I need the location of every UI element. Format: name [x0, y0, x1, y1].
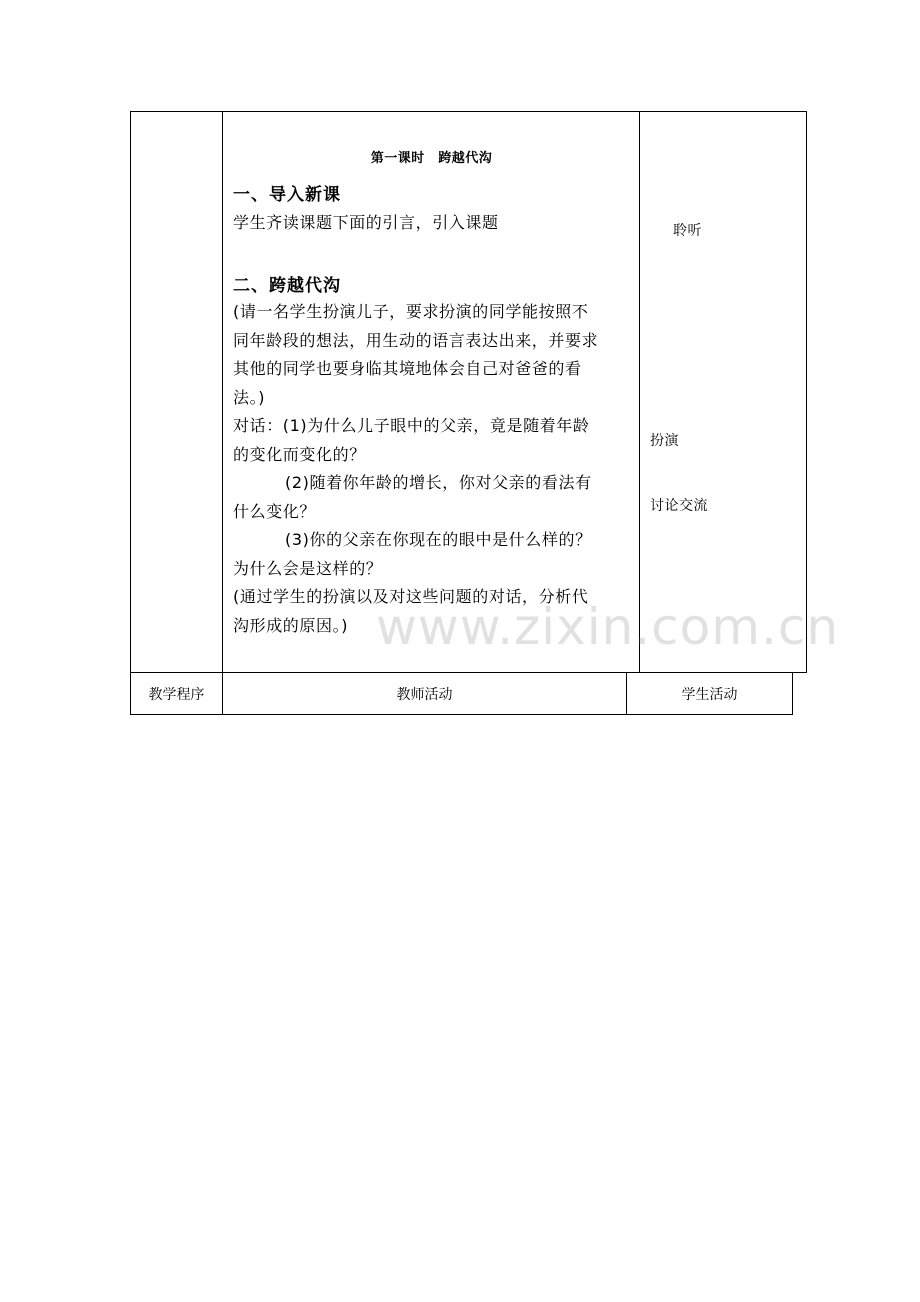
text-line: 沟形成的原因。)	[233, 615, 349, 635]
activity-roleplay: 扮演	[650, 433, 679, 449]
text-line: (2)随着你年龄的增长，你对父亲的看法有	[285, 473, 592, 492]
watermark: www.zixin.com.cn	[376, 598, 840, 656]
table-header-row	[130, 673, 793, 715]
text-line: 什么变化？	[233, 501, 317, 521]
intro-line: 学生齐读课题下面的引言，引入课题	[233, 213, 499, 232]
lesson-table	[130, 111, 807, 673]
text-line: (请一名学生扮演儿子，要求扮演的同学能按照不	[233, 302, 589, 321]
roleplay-text	[233, 298, 631, 640]
header-student-activity: 学生活动	[681, 686, 738, 703]
section-heading-intro: 一、导入新课	[233, 185, 341, 205]
header-teacher-activity: 教师活动	[223, 673, 627, 714]
intro-text	[233, 209, 631, 238]
text-line: 对话：(1)为什么儿子眼中的父亲，竟是随着年龄	[233, 416, 590, 435]
text-line: (3)你的父亲在你现在的眼中是什么样的？	[285, 530, 592, 549]
activity-listen: 聆听	[673, 223, 702, 239]
teacher-activity-column	[223, 112, 640, 672]
text-line: 其他的同学也要身临其境地体会自己对爸爸的看	[233, 359, 582, 378]
text-line: 法。)	[233, 387, 266, 407]
text-line: 为什么会是这样的？	[233, 558, 383, 578]
header-procedure: 教学程序	[131, 673, 223, 714]
section-heading-gap: 二、跨越代沟	[233, 276, 341, 296]
student-activity-column	[640, 112, 806, 672]
activity-discuss: 讨论交流	[650, 498, 708, 514]
text-line: (通过学生的扮演以及对这些问题的对话，分析代	[233, 587, 589, 606]
text-line: 的变化而变化的？	[233, 444, 366, 464]
text-line: 同年龄段的想法，用生动的语言表达出来，并要求	[233, 330, 599, 350]
procedure-column	[131, 112, 223, 672]
lesson-title: 第一课时 跨越代沟	[370, 151, 493, 166]
